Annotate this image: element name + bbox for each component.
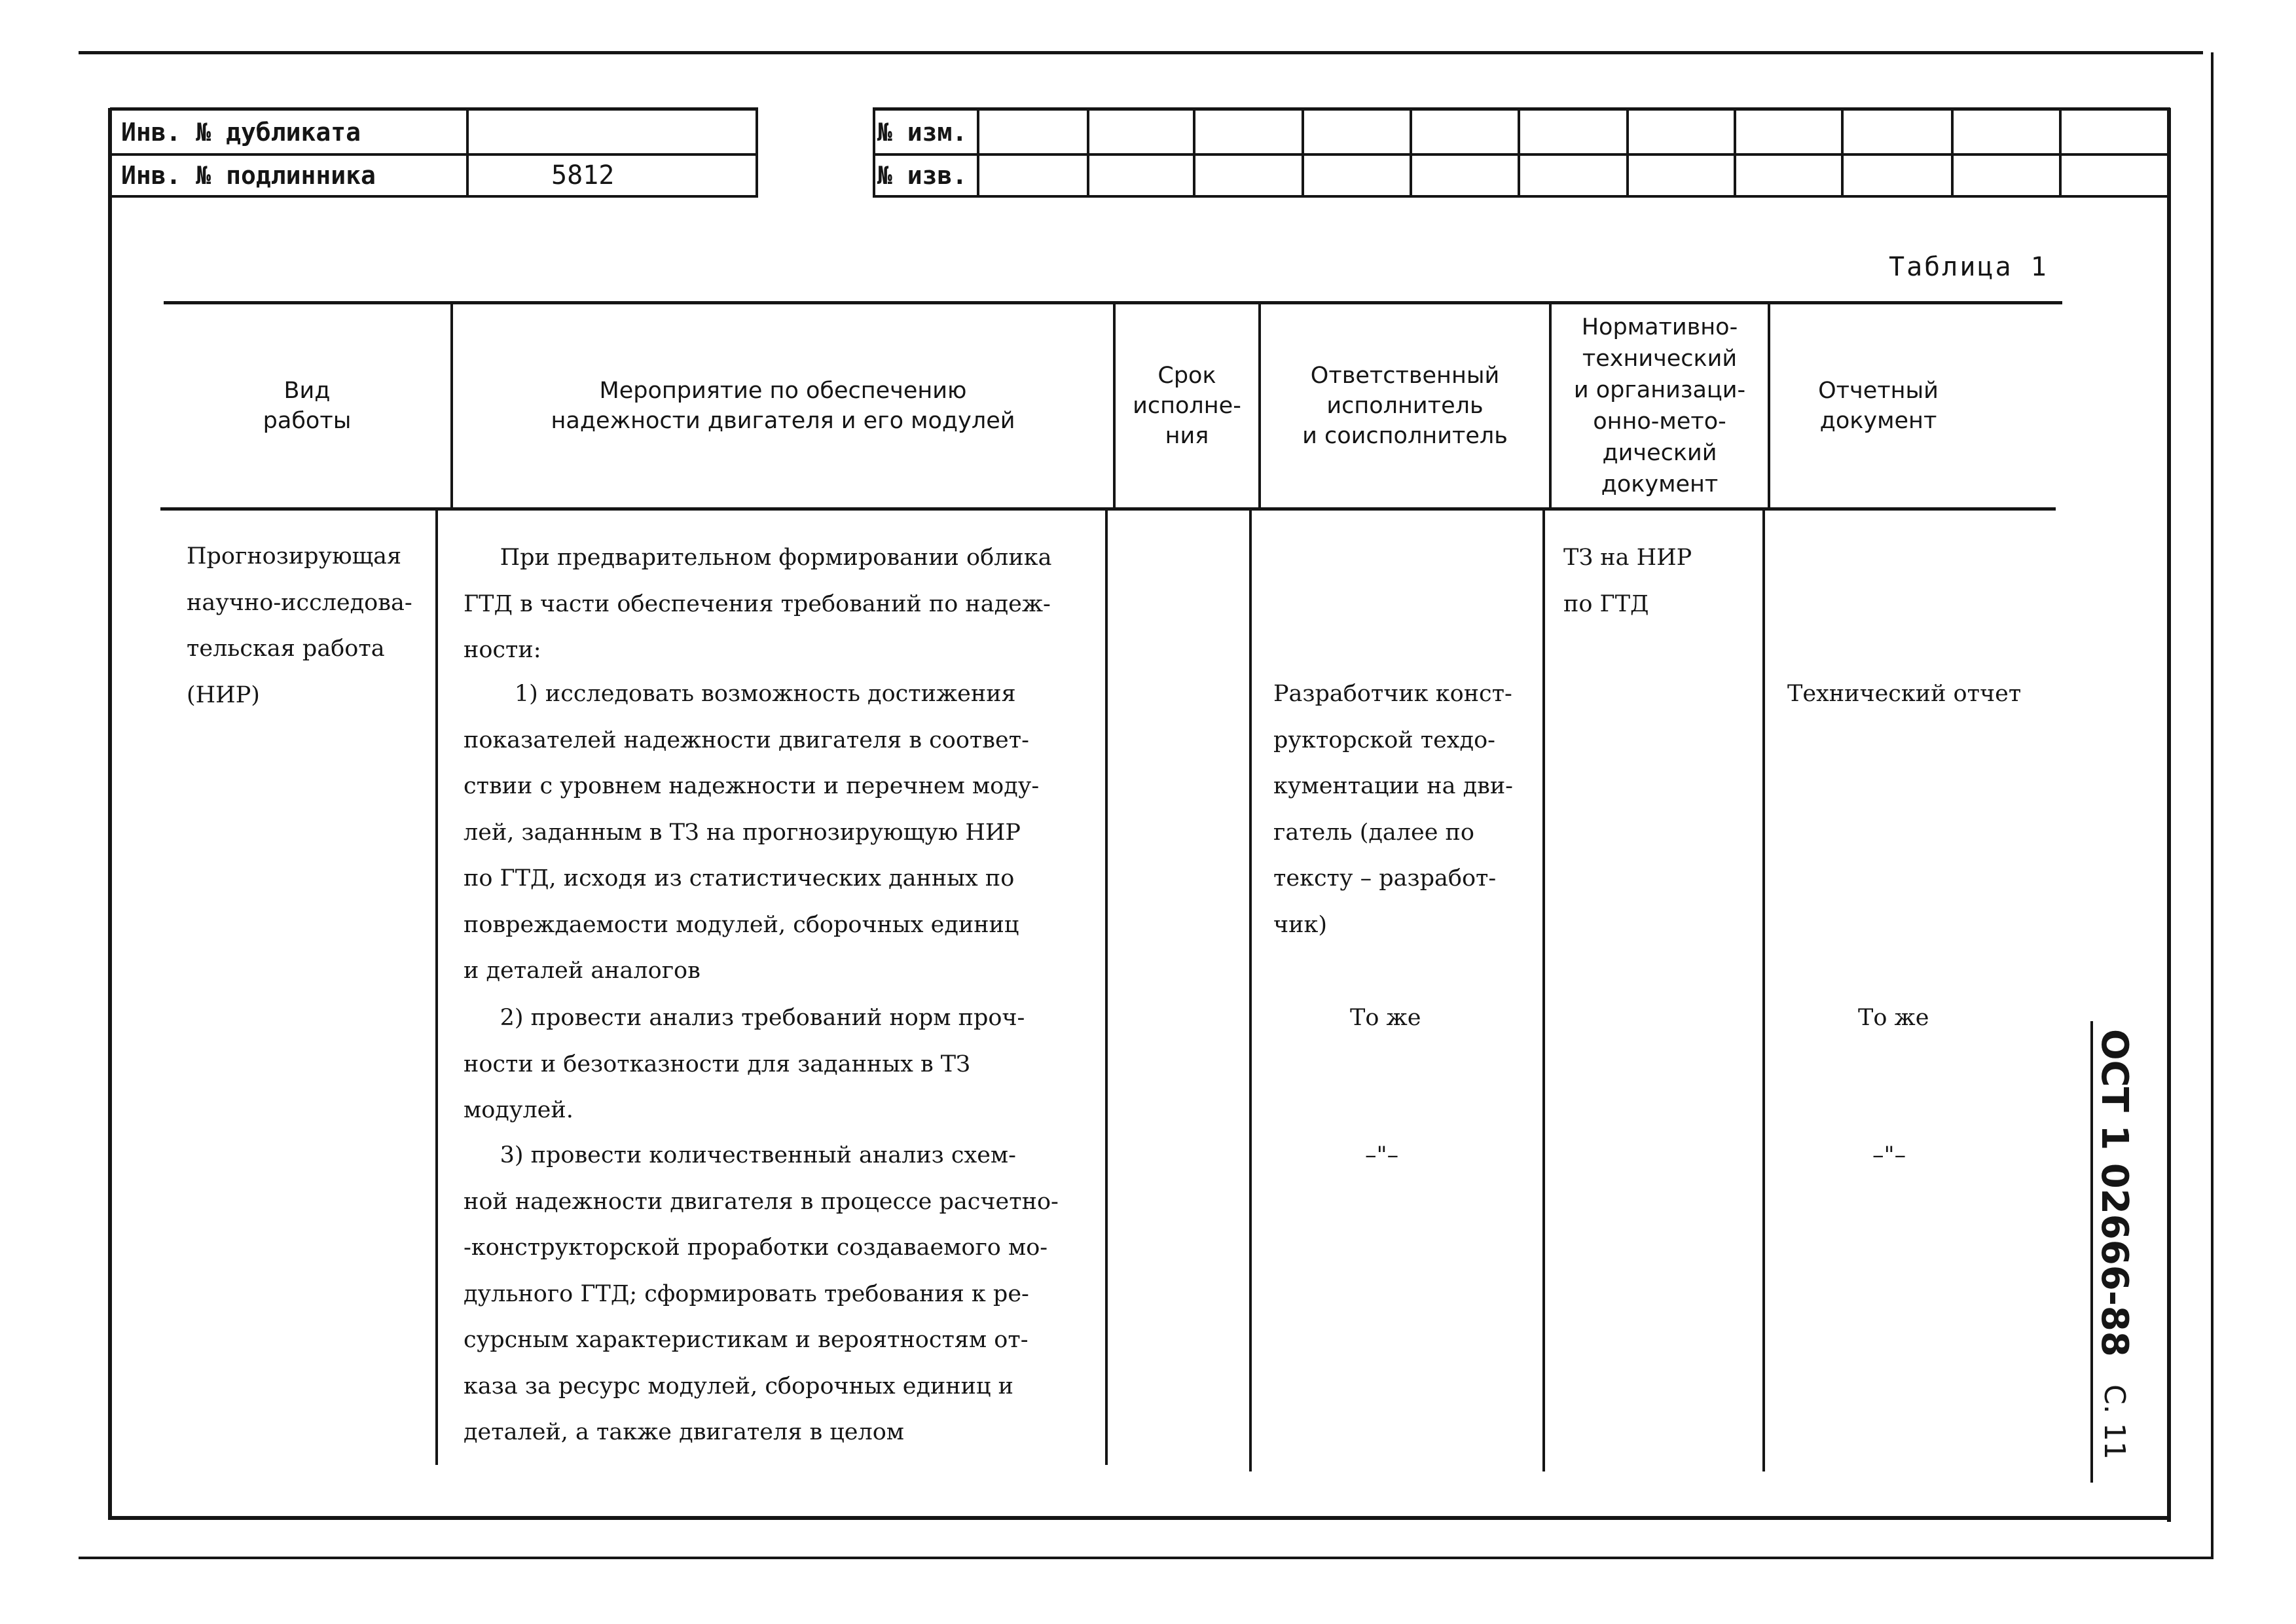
inner-frame-left xyxy=(108,108,112,1519)
standard-designation: ОСТ 1 02666-88 xyxy=(2093,1029,2136,1357)
header-measure: Мероприятие по обеспечению надежности двигателя и его модулей xyxy=(551,378,1015,434)
header-normative-doc: Нормативно- технический и организаци- онно-мето- дический документ xyxy=(1573,314,1746,497)
top-rule xyxy=(79,51,2203,54)
page-number: С. 11 xyxy=(2098,1384,2131,1460)
table-header-rule xyxy=(160,507,2056,511)
dup-label: Инв. № дубликата xyxy=(121,118,361,147)
orig-label: Инв. № подлинника xyxy=(121,161,376,190)
responsible-cell-3: –"– xyxy=(1365,1142,1399,1168)
measure-item-2: 2) провести анализ требований норм проч- ности и безотказности для заданных в ТЗ модулей. xyxy=(464,1005,1025,1123)
orig-value: 5812 xyxy=(551,160,615,190)
inner-frame-bottom xyxy=(108,1516,2171,1520)
table-label: Таблица 1 xyxy=(1889,252,2049,282)
col-sep-3b xyxy=(1249,509,1252,1471)
header-work-type: Вид работы xyxy=(263,378,352,434)
report-cell-1: Технический отчет xyxy=(1787,681,2022,707)
izm-label: № изм. xyxy=(877,118,968,147)
measure-intro: При предварительном формировании облика ГТД в части обеспечения требований по надеж- ности: xyxy=(464,545,1052,663)
izv-label: № изв. xyxy=(877,161,968,190)
header-report-doc: Отчетный документ xyxy=(1818,378,1939,434)
work-type-cell: Прогнозирующая научно-исследова- тельская работа (НИР) xyxy=(187,543,412,708)
outer-frame-right xyxy=(2211,52,2214,1559)
measure-item-1: 1) исследовать возможность достижения показателей надежности двигателя в соответ- ствии с уровнем надежности и перечнем моду- лей, заданным в ТЗ на прогнозирующую НИР по ГТД, исходя из статистических данных по повреждаемости модулей, сборочных единиц и деталей аналогов xyxy=(464,681,1040,984)
report-cell-3: –"– xyxy=(1872,1142,1906,1168)
col-sep-2b xyxy=(1105,509,1108,1465)
col-sep-4b xyxy=(1542,509,1545,1471)
report-cell-2: То же xyxy=(1858,1005,1929,1031)
header-deadline: Срок исполне- ния xyxy=(1133,363,1241,449)
header-responsible: Ответственный исполнитель и соисполнитель xyxy=(1302,363,1508,449)
inner-frame-right xyxy=(2167,108,2171,1522)
responsible-cell-2: То же xyxy=(1350,1005,1421,1031)
responsible-cell-1: Разработчик конст- рукторской техдо- кументации на дви- гатель (далее по тексту – разработ- чик) xyxy=(1273,681,1513,938)
col-sep-1b xyxy=(435,509,438,1465)
col-sep-5b xyxy=(1762,509,1765,1471)
bottom-rule xyxy=(79,1557,2213,1559)
normative-cell: ТЗ на НИР по ГТД xyxy=(1563,545,1692,617)
measure-item-3: 3) провести количественный анализ схем- ной надежности двигателя в процессе расчетно- -конструкторской проработки создаваемого мо- дульного ГТД; сформировать требования к ре- сурсным характеристикам и вероятностям от- каза за ресурс модулей, сборочных единиц и деталей, а также двигателя в целом xyxy=(464,1142,1059,1445)
